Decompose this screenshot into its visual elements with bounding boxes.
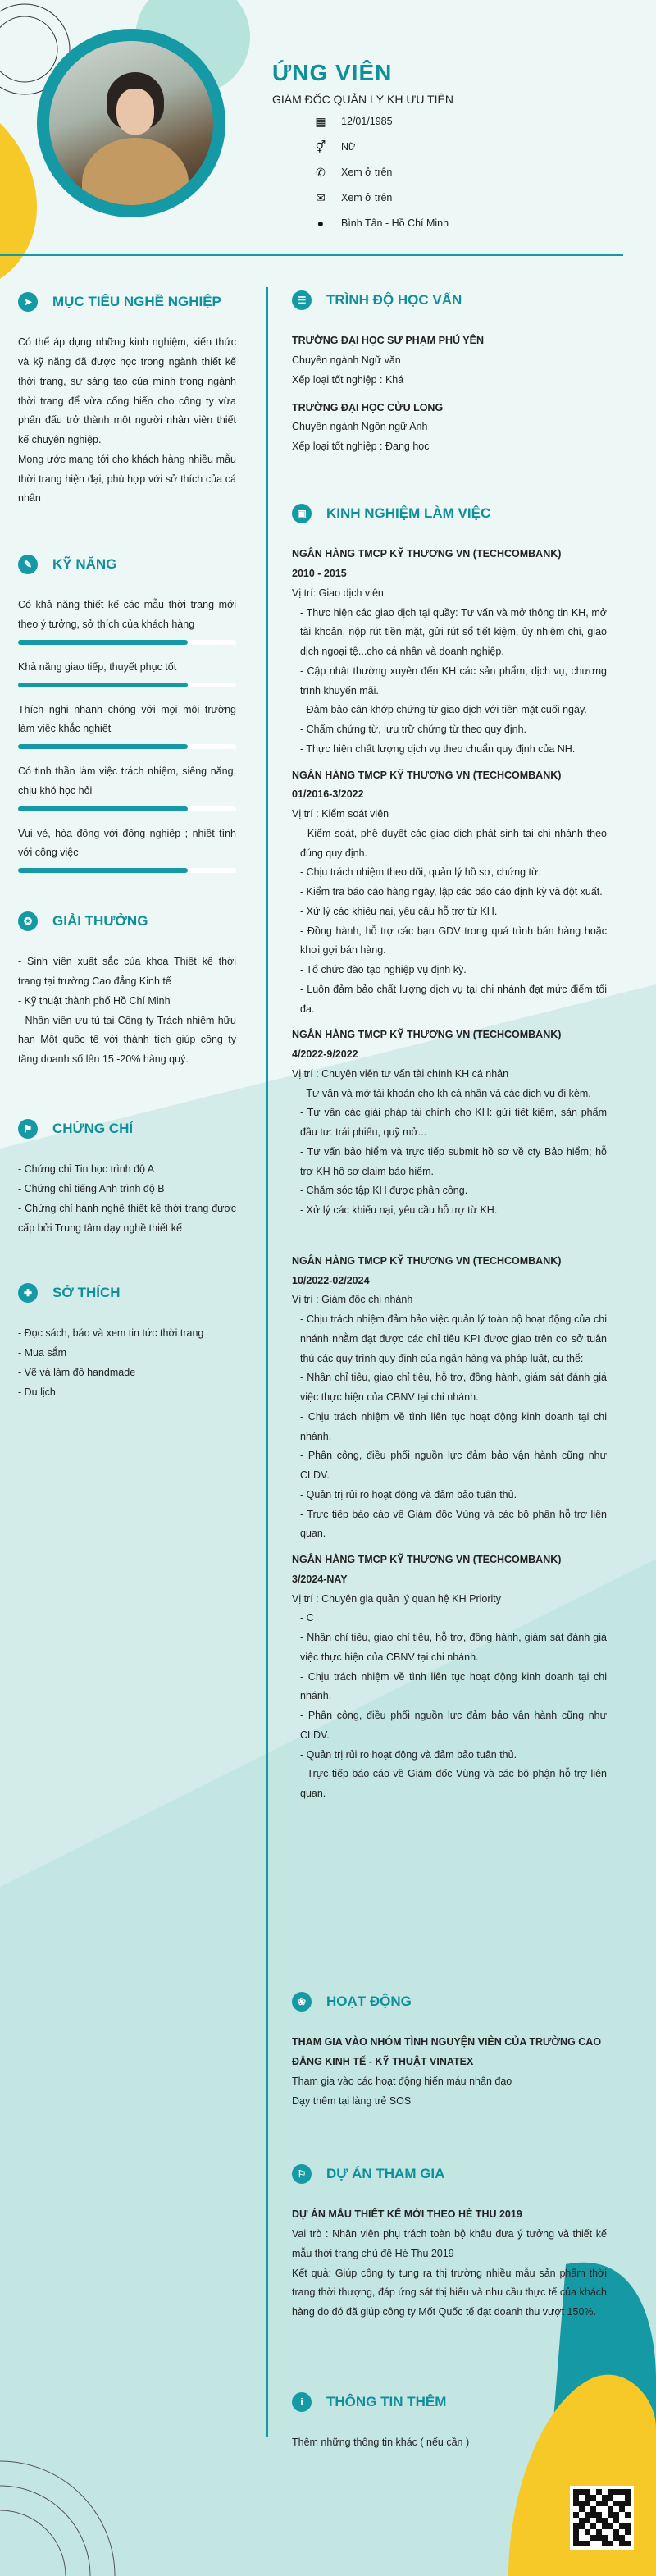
job-duty: - Quản trị rủi ro hoạt động và đảm bảo tuân thủ.: [300, 1488, 517, 1500]
job-duty: - Tư vấn các giải pháp tài chính cho KH: gửi tiết kiệm, sản phẩm đầu tư: trái phiếu, quỹ mở...: [300, 1107, 607, 1139]
other-info-section: [292, 2389, 607, 2453]
section-title: ✚ SỞ THÍCH: [18, 1280, 236, 1306]
gender-icon: ⚥: [315, 140, 326, 154]
job-duty: - Xử lý các khiếu nại, yêu cầu hỗ trợ từ KH.: [300, 905, 498, 917]
skill-item: Có tinh thần làm việc trách nhiệm, siêng năng, chịu khó học hỏi: [18, 765, 236, 797]
contact-info: [312, 109, 449, 236]
objective-text: Mong ước mang tới cho khách hàng nhiều mẫu thời trang hiện đại, phù hợp với sở thích của cá nhân: [18, 453, 236, 505]
job-entry: [292, 766, 607, 1020]
column-divider: [266, 287, 268, 2437]
info-icon: i: [292, 2392, 312, 2412]
gamepad-icon: ✚: [18, 1283, 38, 1303]
job-duty: - Kiểm soát, phê duyệt các giao dịch phát sinh tại chi nhánh theo đúng quy định.: [300, 827, 607, 859]
skill-level-bar: [18, 744, 236, 749]
job-period: 2010 - 2015: [292, 568, 347, 580]
job-duty: - Trực tiếp báo cáo về Giám đốc Vùng và các bộ phận hỗ trợ liên quan.: [300, 1508, 607, 1540]
school-major: Chuyên ngành Ngôn ngữ Anh: [292, 421, 428, 433]
objective-section: [18, 289, 236, 509]
skill-item: Khả năng giao tiếp, thuyết phục tốt: [18, 660, 177, 673]
graduation-cap-icon: ☰: [292, 290, 312, 310]
jobs-list: [292, 545, 607, 1804]
job-duty: - Xử lý các khiếu nại, yêu cầu hỗ trợ từ KH.: [300, 1204, 498, 1217]
job-entry: [292, 545, 607, 759]
hobby-item: - Mua sắm: [18, 1347, 67, 1359]
pencil-icon: ✎: [18, 555, 38, 574]
job-role: Vị trí : Chuyên gia quản lý quan hệ KH Priority: [292, 1592, 501, 1605]
job-role: Vị trí : Giám đốc chi nhánh: [292, 1294, 413, 1306]
avatar-frame: [37, 29, 226, 217]
job-period: 01/2016-3/2022: [292, 788, 364, 801]
job-entry: [292, 1252, 607, 1544]
job-entry: [292, 1025, 607, 1221]
job-company: NGÂN HÀNG TMCP KỸ THƯƠNG VN (TECHCOMBANK): [292, 1254, 562, 1267]
job-company: NGÂN HÀNG TMCP KỸ THƯƠNG VN (TECHCOMBANK): [292, 1029, 562, 1041]
skill-item: Vui vẻ, hòa đồng với đồng nghiệp ; nhiệt tình với công việc: [18, 827, 236, 859]
job-duty: - C: [300, 1612, 314, 1624]
certificate-item: - Chứng chỉ tiếng Anh trình độ B: [18, 1183, 165, 1195]
job-duty: - Phân công, điều phối nguồn lực đảm bảo vận hành cũng như CLDV.: [300, 1450, 607, 1482]
job-duty: - Kiểm tra báo cáo hàng ngày, lập các báo cáo định kỳ và đột xuất.: [300, 886, 603, 898]
objective-text: Có thể áp dụng những kinh nghiệm, kiến thức và kỹ năng đã được học trong ngành thiết kế thời trang, sự sáng tạo của mình trong ngành thời trang để vừa cống hiến cho công ty vừa phấn đấu trở thành một người nhân viên thiết kế chuyên nghiệp.: [18, 336, 236, 446]
job-duty: - Chịu trách nhiệm về tình liên tục hoạt động kinh doanh tại chi nhánh.: [300, 1670, 607, 1702]
section-title: ⚑ CHỨNG CHỈ: [18, 1116, 236, 1142]
job-duty: - Thực hiện chất lượng dịch vụ theo chuẩn quy định của NH.: [300, 742, 576, 755]
hobby-item: - Đọc sách, báo và xem tin tức thời trang: [18, 1327, 204, 1340]
education-section: [292, 287, 607, 457]
skill-item: Có khả năng thiết kế các mẫu thời trang mới theo ý tưởng, sở thích của khách hàng: [18, 599, 236, 631]
job-duty: - Trực tiếp báo cáo về Giám đốc Vùng và các bộ phận hỗ trợ liên quan.: [300, 1768, 607, 1800]
award-item: - Nhân viên ưu tú tại Công ty Trách nhiệm hữu hạn Một quốc tế với thành tích giúp công ty tăng doanh số lên 15 -20% hàng quý.: [18, 1014, 236, 1066]
qr-code: [570, 2486, 634, 2550]
project-role: Vai trò : Nhân viên phụ trách toàn bộ khâu đưa ý tưởng và thiết kế mẫu thời trang chủ đề Hè Thu 2019: [292, 2228, 607, 2259]
section-title: i THÔNG TIN THÊM: [292, 2389, 607, 2415]
other-info-text: Thêm những thông tin khác ( nếu cần ): [292, 2437, 470, 2449]
activities-section: [292, 1989, 607, 2111]
skill-level-bar: [18, 640, 236, 645]
job-duty: - Tư vấn và mở tài khoản cho kh cá nhân và các dịch vụ đi kèm.: [300, 1087, 591, 1099]
people-icon: ❀: [292, 1992, 312, 2012]
job-duty: - Chịu trách nhiệm đảm bảo việc quản lý toàn bộ hoạt động của chi nhánh nhằm đạt được các chỉ tiêu KPI được giao trên cơ sở tuân thủ các quy trình quy định của ngân hàng và pháp luật, cụ thể:: [300, 1313, 607, 1364]
job-entry: [292, 1551, 607, 1804]
address-row: ● Bình Tân - Hồ Chí Minh: [312, 211, 449, 236]
job-duty: - Đồng hành, hỗ trợ các bạn GDV trong quá trình bán hàng hoặc khơi gợi bán hàng.: [300, 925, 607, 957]
school-major: Chuyên ngành Ngữ văn: [292, 354, 401, 367]
job-duty: - Đảm bảo cân khớp chứng từ giao dịch với tiền mặt cuối ngày.: [300, 704, 587, 716]
briefcase-icon: ▣: [292, 504, 312, 523]
job-company: NGÂN HÀNG TMCP KỸ THƯƠNG VN (TECHCOMBANK): [292, 548, 562, 560]
skill-level-bar: [18, 868, 236, 873]
school-grade: Xếp loại tốt nghiệp : Khá: [292, 373, 404, 386]
header-divider: [0, 254, 623, 256]
activity-heading: THAM GIA VÀO NHÓM TÌNH NGUYỆN VIÊN CỦA TRƯỜNG CAO ĐẲNG KINH TẾ - KỸ THUẬT VINATEX: [292, 2036, 602, 2068]
job-duty: - Cập nhật thường xuyên đến KH các sản phẩm, dịch vụ, chương trình khuyến mãi.: [300, 665, 607, 697]
job-duty: - Tổ chức đào tạo nghiệp vụ định kỳ.: [300, 964, 467, 976]
skills-list: [18, 596, 236, 873]
hobby-item: - Du lịch: [18, 1386, 56, 1398]
job-duty: - Chấm chứng từ, lưu trữ chứng từ theo quy định.: [300, 724, 527, 736]
job-title: GIÁM ĐỐC QUẢN LÝ KH ƯU TIÊN: [272, 93, 453, 106]
school-name: TRƯỜNG ĐẠI HỌC CỬU LONG: [292, 401, 444, 413]
avatar: [49, 41, 213, 205]
project-result: Kết quả: Giúp công ty tung ra thị trường nhiều mẫu sản phẩm thời trang thời thượng, đáp ứng sát thị hiếu và nhu cầu thực tế của khách hàng do đó đã giúp công ty Mốt Quốc tế đạt doanh thu vượt 150%.: [292, 2267, 607, 2318]
job-duty: - Nhận chỉ tiêu, giao chỉ tiêu, hỗ trợ, đồng hành, giám sát đánh giá việc thực hiện của CBNV tại chi nhánh.: [300, 1632, 607, 1663]
activity-line: Dạy thêm tại làng trẻ SOS: [292, 2094, 412, 2107]
award-icon: ✪: [18, 911, 38, 931]
job-duty: - Chịu trách nhiệm theo dõi, quản lý hồ sơ, chứng từ.: [300, 866, 541, 879]
rocket-icon: ➤: [18, 292, 38, 312]
phone-icon: ✆: [316, 166, 326, 180]
job-role: Vị trí : Chuyên viên tư vấn tài chính KH cá nhân: [292, 1067, 509, 1080]
job-duty: - Chịu trách nhiệm về tình liên tục hoạt động kinh doanh tại chi nhánh.: [300, 1410, 607, 1442]
skills-section: [18, 551, 236, 886]
skill-level-bar: [18, 683, 236, 687]
job-role: Vị trí: Giao dịch viên: [292, 587, 384, 599]
section-title: ☰ TRÌNH ĐỘ HỌC VẤN: [292, 287, 607, 313]
award-item: - Kỹ thuật thành phố Hồ Chí Minh: [18, 994, 171, 1007]
birthday-row: ▦ 12/01/1985: [312, 109, 449, 135]
location-icon: ●: [317, 217, 325, 231]
email-icon: ✉: [316, 191, 326, 205]
projects-section: [292, 2161, 607, 2323]
section-title: ✎ KỸ NĂNG: [18, 551, 236, 578]
email-row: ✉ Xem ở trên: [312, 185, 449, 211]
section-title: ▣ KINH NGHIỆM LÀM VIỆC: [292, 500, 607, 527]
experience-section: [292, 500, 607, 1804]
job-duty: - Thực hiện các giao dịch tại quầy: Tư vấn và mở thông tin KH, mở tài khoản, nộp rút tiền mặt, gửi rút sổ tiết kiệm, ủy nhiệm chi, giao dịch ngoại tệ...cho cá nhân và doanh nghiệp.: [300, 606, 607, 658]
phone-row: ✆ Xem ở trên: [312, 160, 449, 185]
job-duty: - Quản trị rủi ro hoạt động và đảm bảo tuân thủ.: [300, 1748, 517, 1761]
job-period: 4/2022-9/2022: [292, 1048, 358, 1061]
project-heading: DỰ ÁN MẪU THIẾT KẾ MỚI THEO HÈ THU 2019: [292, 2208, 522, 2221]
flag-icon: ⚐: [292, 2164, 312, 2184]
certificate-icon: ⚑: [18, 1119, 38, 1139]
skill-level-bar: [18, 806, 236, 811]
job-company: NGÂN HÀNG TMCP KỸ THƯƠNG VN (TECHCOMBANK): [292, 1554, 562, 1566]
job-duty: - Tư vấn bảo hiểm và trực tiếp submit hồ sơ về cty Bảo hiểm; hỗ trợ KH hồ sơ claim bảo hiểm.: [300, 1145, 607, 1177]
certificates-section: [18, 1116, 236, 1238]
hobbies-section: [18, 1280, 236, 1402]
job-duty: - Nhận chỉ tiêu, giao chỉ tiêu, hỗ trợ, đồng hành, giám sát đánh giá việc thực hiện của CBNV tại chi nhánh.: [300, 1372, 607, 1404]
award-item: - Sinh viên xuất sắc của khoa Thiết kế thời trang tại trường Cao đẳng Kinh tế: [18, 956, 236, 988]
job-company: NGÂN HÀNG TMCP KỸ THƯƠNG VN (TECHCOMBANK): [292, 769, 562, 781]
job-period: 10/2022-02/2024: [292, 1274, 370, 1286]
job-duty: - Chăm sóc tập KH được phân công.: [300, 1185, 468, 1197]
section-title: ❀ HOẠT ĐỘNG: [292, 1989, 607, 2015]
school-name: TRƯỜNG ĐẠI HỌC SƯ PHẠM PHÚ YÊN: [292, 335, 484, 347]
activity-line: Tham gia vào các hoạt động hiến máu nhân đạo: [292, 2075, 512, 2087]
awards-section: [18, 908, 236, 1070]
certificate-item: - Chứng chỉ hành nghề thiết kế thời trang được cấp bởi Trung tâm dạy nghề thiết kế: [18, 1202, 236, 1234]
job-period: 3/2024-NAY: [292, 1573, 348, 1585]
skill-item: Thích nghi nhanh chóng với mọi môi trường làm việc khắc nghiệt: [18, 703, 236, 735]
hobby-item: - Vẽ và làm đồ handmade: [18, 1366, 136, 1378]
job-role: Vị trí : Kiểm soát viên: [292, 808, 390, 820]
section-title: ⚐ DỰ ÁN THAM GIA: [292, 2161, 607, 2187]
section-title: ✪ GIẢI THƯỞNG: [18, 908, 236, 934]
job-duty: - Phân công, điều phối nguồn lực đảm bảo vận hành cũng như CLDV.: [300, 1710, 607, 1741]
gender-row: ⚥ Nữ: [312, 135, 449, 160]
school-grade: Xếp loại tốt nghiệp : Đang học: [292, 441, 430, 453]
job-duty: - Luôn đảm bảo chất lượng dịch vụ tại chi nhánh đạt mức điểm tối đa.: [300, 983, 607, 1015]
section-title: ➤ MỤC TIÊU NGHỀ NGHIỆP: [18, 289, 236, 315]
calendar-icon: ▦: [315, 115, 326, 129]
certificate-item: - Chứng chỉ Tin học trình độ A: [18, 1163, 155, 1176]
candidate-name: ỨNG VIÊN: [272, 60, 393, 85]
